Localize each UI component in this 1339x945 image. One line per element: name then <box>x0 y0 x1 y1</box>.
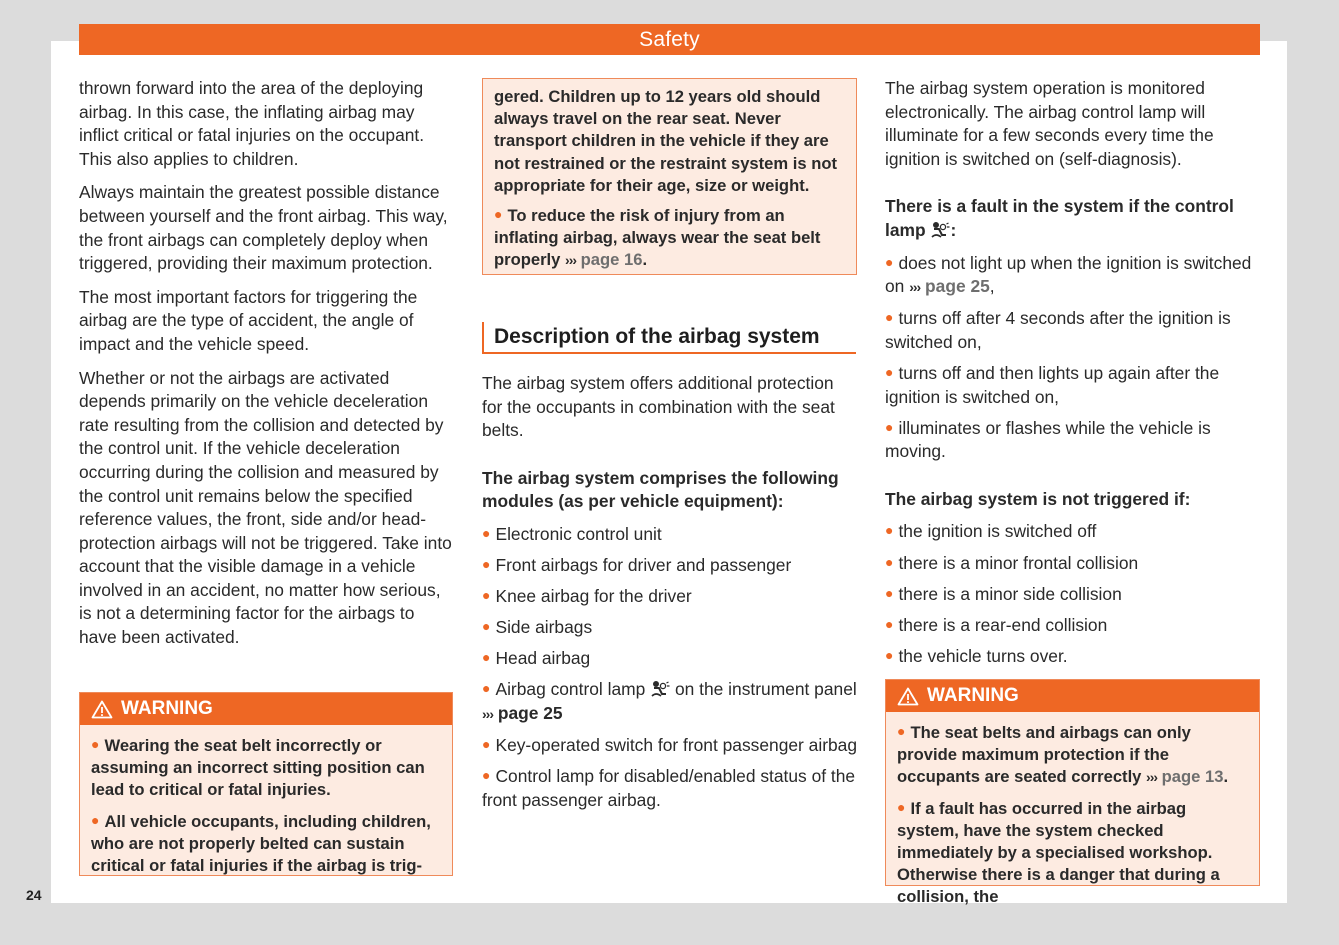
bullet-icon: ● <box>482 736 491 753</box>
bullet-icon: ● <box>91 736 100 752</box>
list-item: ● there is a minor frontal collision <box>885 552 1139 573</box>
intro-paragraph: The airbag system offers additional protection for the occupants in combination with the seat belts. <box>482 373 835 441</box>
bullet-icon: ● <box>482 680 491 697</box>
page-link[interactable]: page 13 <box>1161 767 1224 787</box>
warning-title: WARNING <box>121 698 213 719</box>
cross-reference-arrows: ››› <box>1146 769 1158 786</box>
bullet-icon: ● <box>897 798 906 815</box>
bullet-icon: ● <box>482 587 491 604</box>
warning-item: ● If a fault has occurred in the airbag system, have the system checked immediately by a specialised workshop. Otherwise there is a danger that during a collision, the <box>897 798 1220 907</box>
warning-item: ● The seat belts and airbags can only provide maximum protection if the occupants are seated correctly ››› page 13. <box>897 723 1229 787</box>
bullet-icon: ● <box>494 206 503 223</box>
warning-item: ● To reduce the risk of injury from an inflating airbag, always wear the seat belt properly ››› page 16. <box>494 206 821 270</box>
list-item: ● turns off and then lights up again after the ignition is switched on, <box>885 362 1220 407</box>
list-item: ● Key-operated switch for front passenger airbag <box>482 735 858 756</box>
list-item: ● there is a minor side collision <box>885 583 1122 604</box>
column-2 <box>482 372 858 819</box>
warning-box <box>885 679 1260 907</box>
paragraph: Whether or not the airbags are activated depends primarily on the vehicle deceleration rate resulting from the collision and detected by the control unit. If the vehicle deceleration occurring during the collision and measured by the control unit remains below the specified reference values, the front, side and/or head-protection airbags will not be triggered. Take into account that the visible damage in a vehicle involved in an accident, no matter how serious, is not a determining factor for the airbags to have been activated. <box>79 367 452 648</box>
fault-heading: There is a fault in the system if the control lamp : <box>885 196 1234 240</box>
bullet-icon: ● <box>91 811 100 828</box>
modules-heading: The airbag system comprises the following modules (as per vehicle equipment): <box>482 467 839 512</box>
bullet-icon: ● <box>482 618 491 635</box>
warning-header <box>80 693 452 725</box>
warning-item: ● All vehicle occupants, including children, who are not properly belted can sustain critical or fatal injuries if the airbag is trig- <box>91 811 431 876</box>
page-link[interactable]: page 25 <box>925 276 990 297</box>
cross-reference-arrows: ››› <box>565 252 577 269</box>
list-item: ● there is a rear-end collision <box>885 614 1108 635</box>
list-item: ● Electronic control unit <box>482 523 662 544</box>
bullet-icon: ● <box>897 723 906 739</box>
warning-title: WARNING <box>927 685 1019 706</box>
section-title: Description of the airbag system <box>482 322 856 354</box>
bullet-icon: ● <box>885 363 894 380</box>
warning-triangle-icon <box>897 687 919 706</box>
paragraph: thrown forward into the area of the deploying airbag. In this case, the inflating airbag may inflict critical or fatal injuries on the occupant. This also applies to children. <box>79 78 425 169</box>
warning-box-continued <box>482 78 857 275</box>
page-link[interactable]: page 16 <box>580 250 643 270</box>
list-item: ● Airbag control lamp on the instrument panel ››› page 25 <box>482 679 857 724</box>
list-item: ● Front airbags for driver and passenger <box>482 555 792 576</box>
bullet-icon: ● <box>885 253 894 270</box>
list-item: ● illuminates or flashes while the vehicle is moving. <box>885 417 1211 462</box>
bullet-icon: ● <box>885 522 894 539</box>
bullet-icon: ● <box>482 767 491 784</box>
column-3 <box>885 77 1261 675</box>
airbag-lamp-icon <box>930 221 950 239</box>
bullet-icon: ● <box>885 553 894 570</box>
section-header-bar <box>79 24 1260 55</box>
warning-header <box>886 680 1259 712</box>
list-item: ● Side airbags <box>482 617 593 638</box>
page-link[interactable]: page 25 <box>497 703 563 724</box>
intro-paragraph: The airbag system operation is monitored electronically. The airbag control lamp will illuminate for a few seconds every time the ignition is switched on (self-diagnosis). <box>885 78 1214 169</box>
list-item: ● turns off after 4 seconds after the ignition is switched on, <box>885 308 1231 352</box>
bullet-icon: ● <box>885 584 894 601</box>
list-item: ● Control lamp for disabled/enabled status of the front passenger airbag. <box>482 766 856 810</box>
bullet-icon: ● <box>885 309 894 326</box>
bullet-icon: ● <box>482 649 491 666</box>
cross-reference-arrows: ››› <box>482 706 493 723</box>
column-1 <box>79 77 455 660</box>
warning-continued-text: gered. Children up to 12 years old should always travel on the rear seat. Never transport children in the vehicle if they are not restrained or the restraint system is not appropriate for their age, size or weight. <box>494 87 838 195</box>
paragraph: Always maintain the greatest possible distance between yourself and the front airbag. This way, the front airbags can completely deploy when triggered, providing their maximum protection. <box>79 182 448 274</box>
warning-box <box>79 692 453 876</box>
list-item: ● Knee airbag for the driver <box>482 586 692 607</box>
paragraph: The most important factors for triggering the airbag are the type of accident, the angle of impact and the vehicle speed. <box>79 286 418 354</box>
bullet-icon: ● <box>885 418 894 435</box>
section-header-title: Safety <box>639 28 700 51</box>
bullet-icon: ● <box>482 556 491 573</box>
list-item: ● the vehicle turns over. <box>885 645 1068 666</box>
bullet-icon: ● <box>885 615 894 632</box>
warning-triangle-icon <box>91 700 113 719</box>
bullet-icon: ● <box>482 524 491 541</box>
list-item: ● does not light up when the ignition is switched on ››› page 25, <box>885 252 1252 297</box>
cross-reference-arrows: ››› <box>909 279 921 296</box>
page-number: 24 <box>26 887 42 903</box>
airbag-lamp-icon <box>650 680 670 698</box>
not-triggered-heading: The airbag system is not triggered if: <box>885 488 1191 509</box>
list-item: ● the ignition is switched off <box>885 521 1097 542</box>
warning-item: ● Wearing the seat belt incorrectly or assuming an incorrect sitting position can lead to critical or fatal injuries. <box>91 736 425 800</box>
bullet-icon: ● <box>885 646 894 663</box>
list-item: ● Head airbag <box>482 648 591 669</box>
